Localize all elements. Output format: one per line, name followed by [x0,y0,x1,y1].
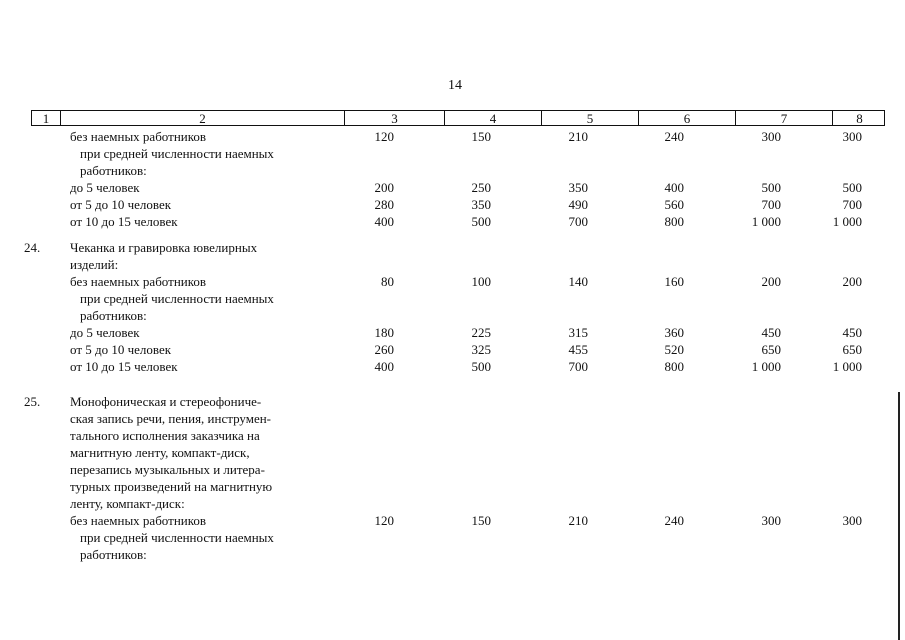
header-col-4: 4 [444,111,541,125]
table-row [0,358,905,375]
cell-value-col-4: 500 [471,359,491,374]
table-row [0,341,905,358]
row-description: изделий: [70,257,119,272]
cell-value-col-5: 700 [568,214,588,229]
row-description: работников: [80,308,147,323]
cell-value-col-4: 100 [471,274,491,289]
table-row [0,495,905,512]
cell-value-col-6: 560 [664,197,684,212]
cell-value-col-5: 455 [568,342,588,357]
table-row [0,162,905,179]
table-row [0,213,905,230]
table-row [0,529,905,546]
cell-value-col-7: 300 [761,513,781,528]
table-row [0,393,905,410]
row-description: без наемных работников [70,513,207,528]
cell-value-col-7: 300 [761,129,781,144]
cell-value-col-5: 350 [568,180,588,195]
cell-value-col-3: 200 [374,180,394,195]
row-description: ленту, компакт-диск: [70,496,185,511]
table-row [0,128,905,145]
cell-value-col-4: 150 [471,513,491,528]
cell-value-col-3: 260 [374,342,394,357]
table-row [0,256,905,273]
cell-value-col-6: 400 [664,180,684,195]
cell-value-col-4: 150 [471,129,491,144]
cell-value-col-4: 500 [471,214,491,229]
table-row [0,273,905,290]
cell-value-col-6: 240 [664,513,684,528]
table-row [0,145,905,162]
cell-value-col-7: 450 [761,325,781,340]
row-description: работников: [80,163,147,178]
item-number: 25. [24,394,41,409]
cell-value-col-8: 200 [842,274,862,289]
row-description: работников: [80,547,147,562]
table-row [0,461,905,478]
row-description: при средней численности наемных [80,146,274,161]
row-description: от 5 до 10 человек [70,197,172,212]
cell-value-col-8: 450 [842,325,862,340]
row-description: при средней численности наемных [80,530,274,545]
header-col-3: 3 [344,111,444,125]
table-row [0,410,905,427]
cell-value-col-7: 1 000 [751,214,781,229]
table-row [0,179,905,196]
row-description: турных произведений на магнитную [70,479,273,494]
cell-value-col-3: 120 [374,129,394,144]
row-description: без наемных работников [70,129,207,144]
cell-value-col-7: 200 [761,274,781,289]
cell-value-col-4: 250 [471,180,491,195]
cell-value-col-5: 210 [568,513,588,528]
row-description: тального исполнения заказчика на [70,428,260,443]
header-col-7: 7 [735,111,832,125]
cell-value-col-5: 315 [568,325,588,340]
table-row [0,427,905,444]
scan-edge-line [898,392,900,640]
item-number: 24. [24,240,41,255]
cell-value-col-8: 650 [842,342,862,357]
table-row [0,478,905,495]
cell-value-col-8: 1 000 [832,214,862,229]
cell-value-col-8: 700 [842,197,862,212]
cell-value-col-5: 490 [568,197,588,212]
row-description: при средней численности наемных [80,291,274,306]
cell-value-col-7: 650 [761,342,781,357]
cell-value-col-3: 400 [374,359,394,374]
row-description: Чеканка и гравировка ювелирных [70,240,258,255]
cell-value-col-6: 800 [664,359,684,374]
table-row [0,444,905,461]
cell-value-col-4: 325 [471,342,491,357]
cell-value-col-6: 160 [664,274,684,289]
row-description: магнитную ленту, компакт-диск, [70,445,250,460]
header-col-8: 8 [832,111,886,125]
cell-value-col-6: 520 [664,342,684,357]
row-description: от 10 до 15 человек [70,214,178,229]
cell-value-col-3: 400 [374,214,394,229]
page-number: 14 [448,78,462,93]
cell-value-col-8: 1 000 [832,359,862,374]
cell-value-col-5: 700 [568,359,588,374]
cell-value-col-7: 1 000 [751,359,781,374]
header-col-2: 2 [60,111,344,125]
header-col-5: 5 [541,111,638,125]
table-row [0,290,905,307]
row-description: от 5 до 10 человек [70,342,172,357]
row-description: от 10 до 15 человек [70,359,178,374]
cell-value-col-8: 300 [842,513,862,528]
row-description: до 5 человек [70,180,140,195]
cell-value-col-6: 800 [664,214,684,229]
cell-value-col-4: 225 [471,325,491,340]
cell-value-col-4: 350 [471,197,491,212]
cell-value-col-7: 700 [761,197,781,212]
cell-value-col-5: 210 [568,129,588,144]
table-header [31,110,885,126]
row-description: до 5 человек [70,325,140,340]
cell-value-col-3: 180 [374,325,394,340]
row-description: перезапись музыкальных и литера- [70,462,265,477]
table-row [0,546,905,563]
cell-value-col-8: 500 [842,180,862,195]
cell-value-col-5: 140 [568,274,588,289]
table-row [0,196,905,213]
table-row [0,239,905,256]
cell-value-col-3: 280 [374,197,394,212]
cell-value-col-8: 300 [842,129,862,144]
table-row [0,512,905,529]
row-description: без наемных работников [70,274,207,289]
cell-value-col-3: 80 [381,274,394,289]
row-description: ская запись речи, пения, инструмен- [70,411,272,426]
header-col-6: 6 [638,111,735,125]
cell-value-col-7: 500 [761,180,781,195]
cell-value-col-6: 240 [664,129,684,144]
header-col-1: 1 [42,111,50,126]
table-row [0,307,905,324]
cell-value-col-3: 120 [374,513,394,528]
row-description: Монофоническая и стереофониче- [70,394,262,409]
table-row [0,324,905,341]
cell-value-col-6: 360 [664,325,684,340]
